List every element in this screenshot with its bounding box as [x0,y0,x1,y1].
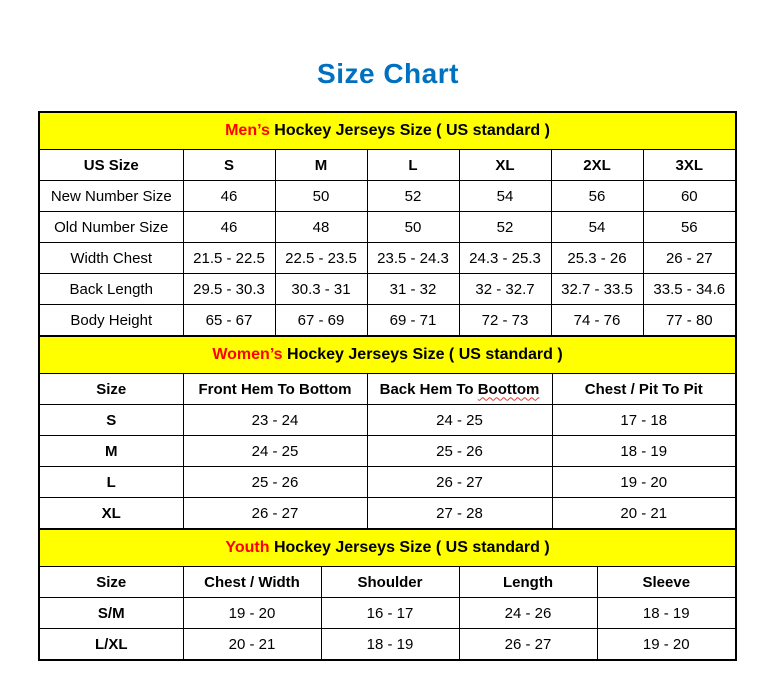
youth-size-table [38,528,737,661]
column-header: US Size [39,150,183,181]
table-cell: 23.5 - 24.3 [367,243,459,274]
size-chart-page [0,58,776,661]
table-row [39,467,736,498]
table-row [39,274,736,305]
table-cell: 52 [367,181,459,212]
column-header: Shoulder [321,567,459,598]
table-cell: 20 - 21 [552,498,736,530]
table-cell: 27 - 28 [367,498,552,530]
womens-banner-highlight: Women’s [212,346,283,363]
column-header-text: Back Hem To [379,380,478,398]
table-cell: 24 - 25 [367,405,552,436]
youth-banner-text: Hockey Jerseys Size ( US standard ) [269,539,550,556]
table-row [39,305,736,337]
table-cell: 20 - 21 [183,629,321,661]
row-label: L/XL [39,629,183,661]
table-cell: 24 - 25 [183,436,367,467]
table-cell: 24 - 26 [459,598,597,629]
table-cell: 69 - 71 [367,305,459,337]
table-cell: 22.5 - 23.5 [275,243,367,274]
table-cell: 32.7 - 33.5 [551,274,643,305]
table-cell: 72 - 73 [459,305,551,337]
table-cell: 18 - 19 [597,598,736,629]
column-header: Length [459,567,597,598]
size-tables-container [38,111,735,661]
youth-banner-row [39,529,736,567]
row-label: New Number Size [39,181,183,212]
column-header: M [275,150,367,181]
table-cell: 54 [459,181,551,212]
table-row [39,598,736,629]
table-cell: 60 [643,181,736,212]
table-cell: 33.5 - 34.6 [643,274,736,305]
column-header: L [367,150,459,181]
page-title: Size Chart [317,58,459,89]
table-cell: 18 - 19 [552,436,736,467]
table-cell: 19 - 20 [552,467,736,498]
table-row [39,629,736,661]
table-cell: 32 - 32.7 [459,274,551,305]
column-header: 3XL [643,150,736,181]
row-label: Back Length [39,274,183,305]
column-header: Chest / Pit To Pit [552,374,736,405]
table-cell: 65 - 67 [183,305,275,337]
table-cell: 50 [367,212,459,243]
row-label: L [39,467,183,498]
column-header: 2XL [551,150,643,181]
womens-header-row [39,374,736,405]
womens-banner-row [39,336,736,374]
table-row [39,436,736,467]
womens-size-table [38,335,737,530]
mens-header-row [39,150,736,181]
table-cell: 50 [275,181,367,212]
table-row [39,243,736,274]
table-cell: 17 - 18 [552,405,736,436]
table-cell: 21.5 - 22.5 [183,243,275,274]
table-cell: 25.3 - 26 [551,243,643,274]
table-cell: 18 - 19 [321,629,459,661]
column-header: Size [39,374,183,405]
youth-banner [39,529,736,567]
womens-banner-text: Hockey Jerseys Size ( US standard ) [282,346,563,363]
table-cell: 16 - 17 [321,598,459,629]
row-label: S [39,405,183,436]
youth-banner-highlight: Youth [225,539,270,556]
mens-banner-text: Hockey Jerseys Size ( US standard ) [269,122,550,139]
row-label: XL [39,498,183,530]
row-label: Width Chest [39,243,183,274]
table-cell: 19 - 20 [597,629,736,661]
table-cell: 74 - 76 [551,305,643,337]
womens-banner [39,336,736,374]
table-cell: 67 - 69 [275,305,367,337]
table-cell: 52 [459,212,551,243]
table-cell: 54 [551,212,643,243]
table-row [39,498,736,530]
table-cell: 23 - 24 [183,405,367,436]
table-cell: 26 - 27 [183,498,367,530]
table-cell: 24.3 - 25.3 [459,243,551,274]
table-cell: 56 [643,212,736,243]
misspelled-word: Boottom [477,380,540,398]
table-cell: 29.5 - 30.3 [183,274,275,305]
column-header: Size [39,567,183,598]
table-cell: 26 - 27 [643,243,736,274]
mens-size-table [38,111,737,337]
table-cell: 30.3 - 31 [275,274,367,305]
column-header: S [183,150,275,181]
table-row [39,181,736,212]
table-cell: 48 [275,212,367,243]
table-cell: 77 - 80 [643,305,736,337]
table-row [39,212,736,243]
table-row [39,405,736,436]
row-label: M [39,436,183,467]
table-cell: 19 - 20 [183,598,321,629]
mens-banner-row [39,112,736,150]
row-label: Old Number Size [39,212,183,243]
table-cell: 25 - 26 [183,467,367,498]
mens-banner [39,112,736,150]
table-cell: 25 - 26 [367,436,552,467]
table-cell: 26 - 27 [367,467,552,498]
table-cell: 46 [183,181,275,212]
column-header: Chest / Width [183,567,321,598]
row-label: Body Height [39,305,183,337]
column-header [367,374,552,405]
table-cell: 56 [551,181,643,212]
table-cell: 46 [183,212,275,243]
youth-header-row [39,567,736,598]
column-header: Sleeve [597,567,736,598]
table-cell: 26 - 27 [459,629,597,661]
table-cell: 31 - 32 [367,274,459,305]
column-header: Front Hem To Bottom [183,374,367,405]
mens-banner-highlight: Men’s [225,122,270,139]
column-header: XL [459,150,551,181]
row-label: S/M [39,598,183,629]
